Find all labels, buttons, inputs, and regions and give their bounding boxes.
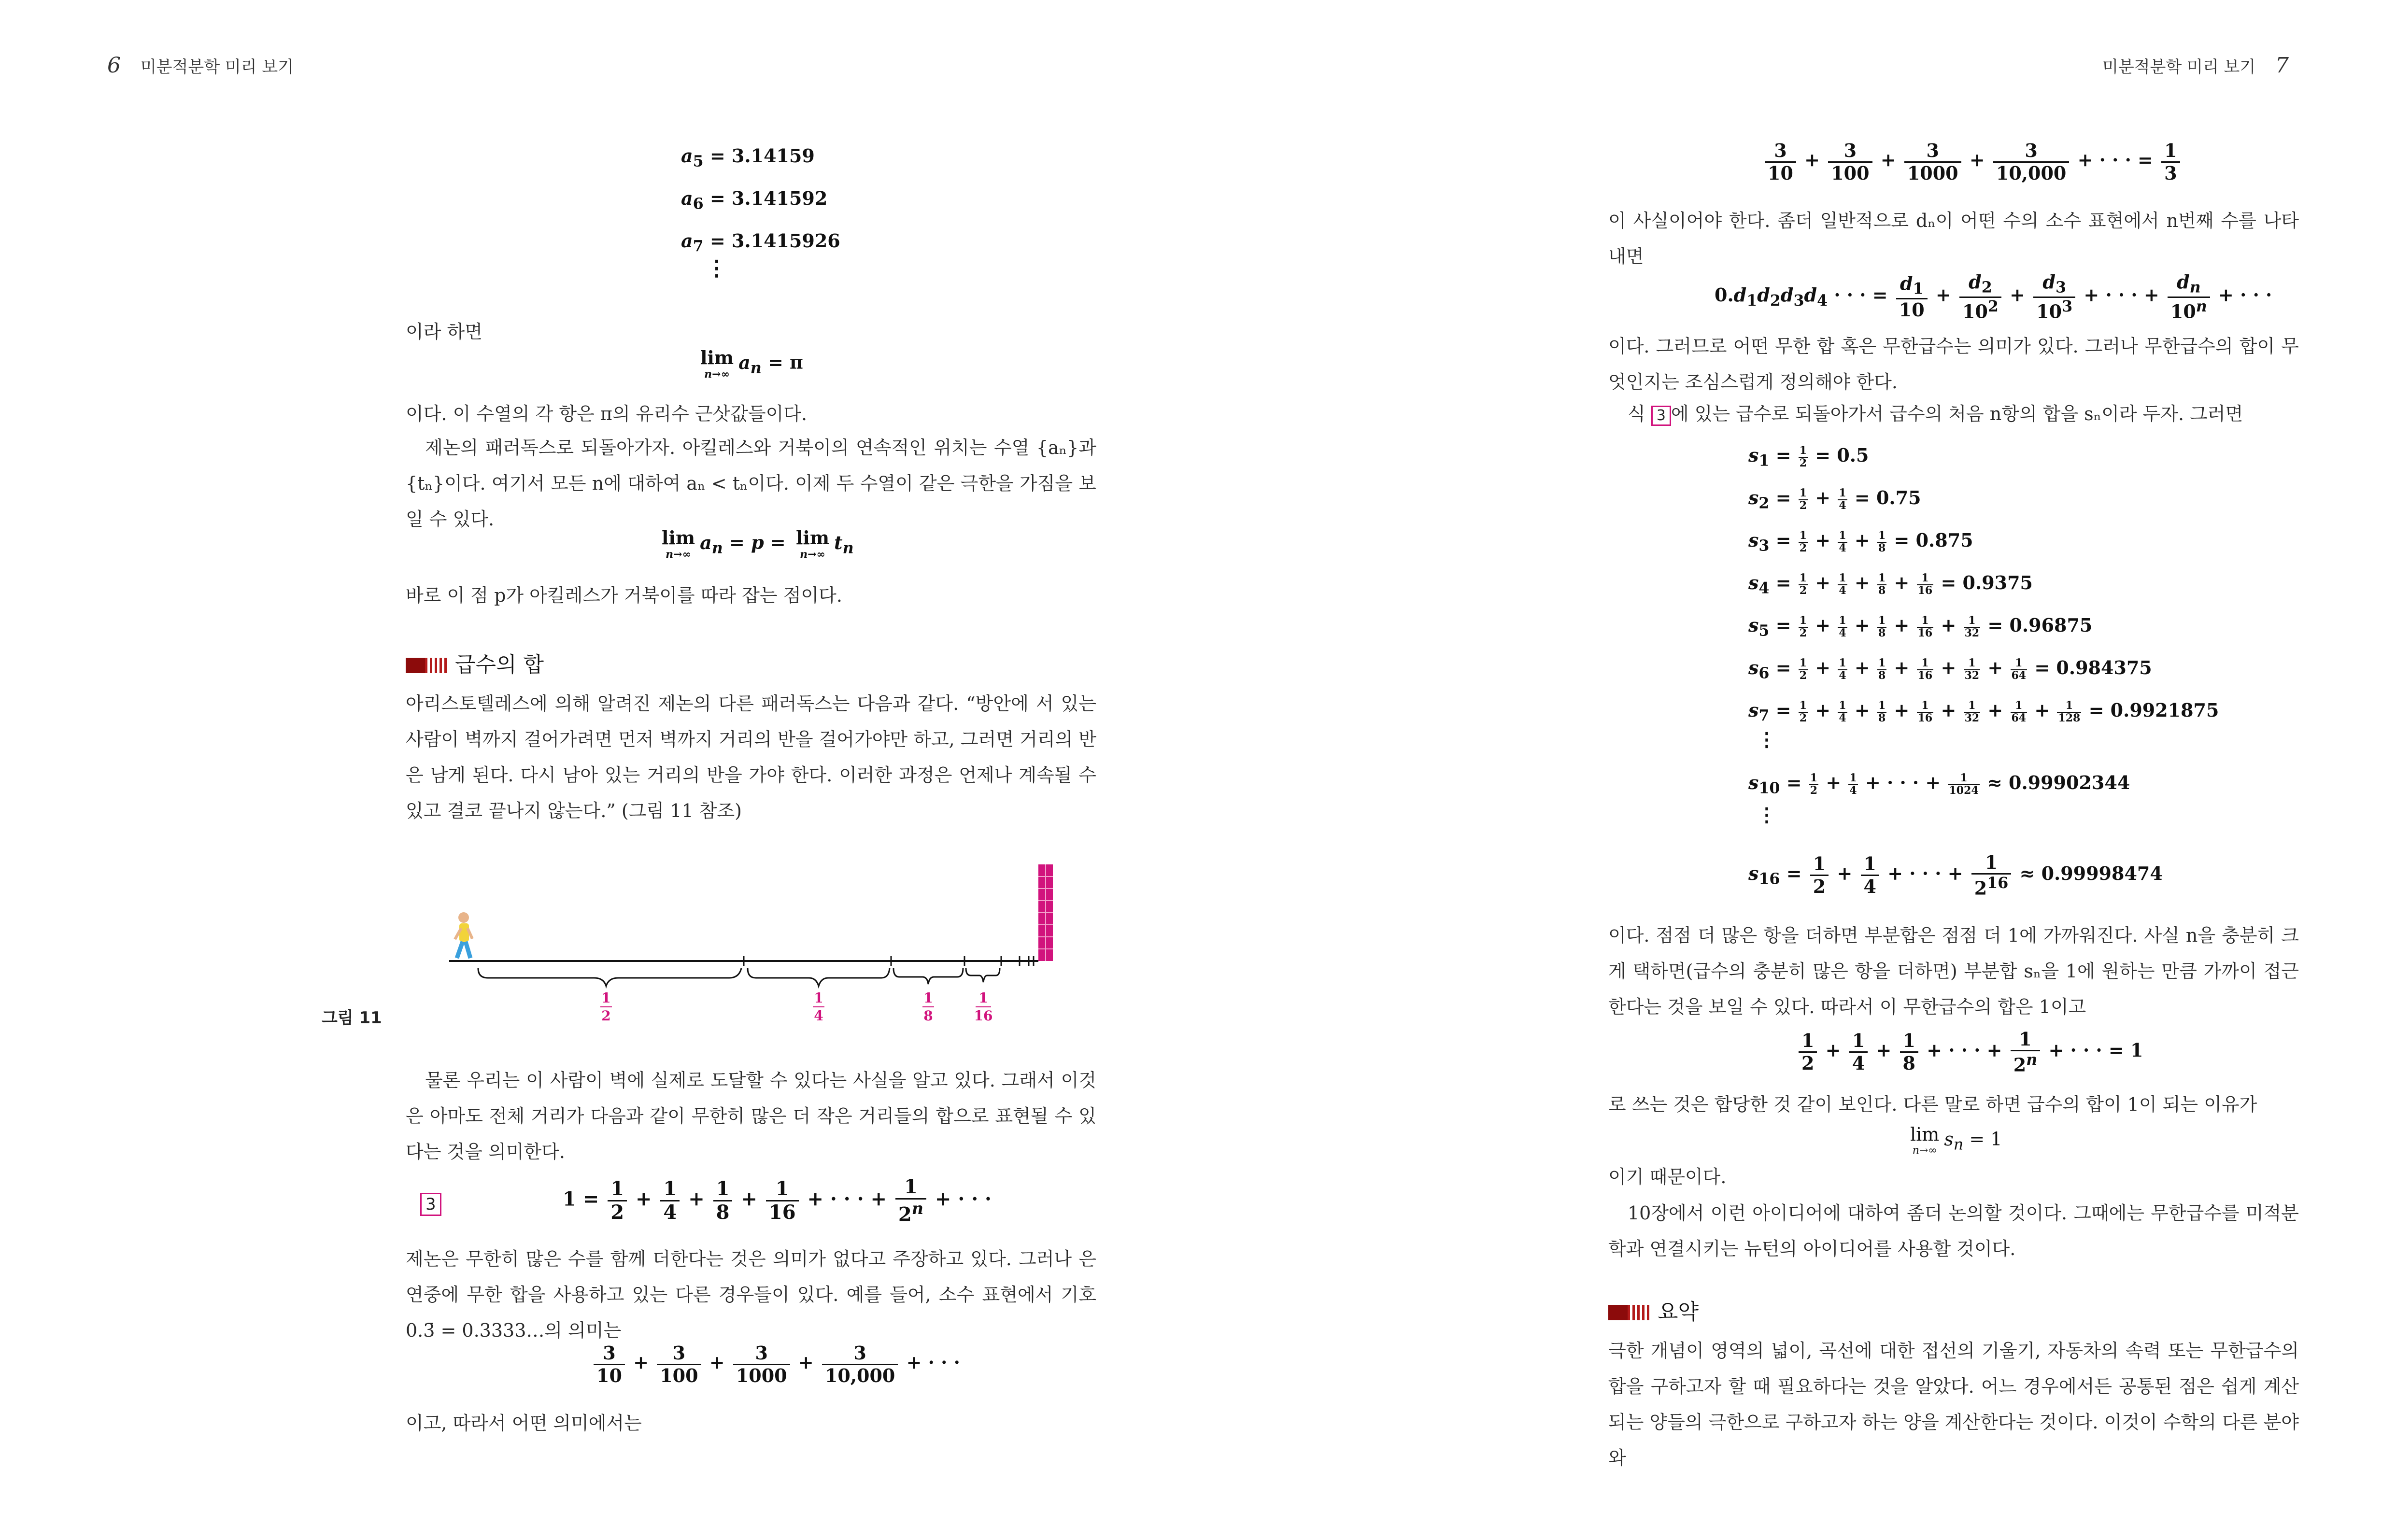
eq-lim-p: lim n→∞ $a_n = p$ = lim n→∞ $t_n$: [662, 527, 854, 561]
page-number-right: 7: [2275, 53, 2289, 78]
page-header-left: [107, 53, 294, 78]
sum-s5: $s_5$ = $\frac{1}{2}$ + $\frac{1}{4}$ + $\frac{1}{8}$ + $\frac{1}{16}$ + $\frac{1}{32}$ = 0.96875: [1748, 614, 2093, 640]
partial-sums-list: [1748, 444, 2219, 899]
running-title-right: 미분적분학 미리 보기: [2102, 57, 2256, 77]
eq-a5: $a_5 = 3.14159$: [681, 145, 815, 170]
para-reasonable: 로 쓰는 것은 합당한 것 같이 보인다. 다른 말로 하면 급수의 합이 1이 되는 이유가: [1608, 1094, 2257, 1115]
eq-decimal-equals-third: $\frac{3}{10}$ + $\frac{3}{100}$ + $\frac{3}{1000}$ + $\frac{3}{10,000}$ + · · · = $\frac{1}{3}$: [1763, 140, 2182, 184]
section-bars-icon: [1608, 1305, 1651, 1320]
svg-text:8: 8: [923, 1008, 933, 1024]
para-generally: 이 사실이어야 한다. 좀더 일반적으로 dₙ이 어떤 수의 소수 표현에서 n번째 수를 나타내면: [1608, 210, 2299, 267]
sum-s16: $s_{16}$ = $\frac{1}{2}$ + $\frac{1}{4}$ + · · · + $\frac{1}{2^{16}}$ ≈ 0.99998474: [1748, 851, 2163, 899]
svg-text:4: 4: [814, 1008, 823, 1024]
para-summary: 극한 개념이 영역의 넓이, 곡선에 대한 접선의 기울기, 자동차의 속력 또는 무한급수의 합을 구하고자 할 때 필요하다는 것을 알았다. 어느 경우에서든 공통된 점은 쉽게 계산되는 양들의 극한으로 구하고자 하는 양을 계산한다는 것이다. 이것이 수학의 다른 분야와: [1608, 1340, 2299, 1469]
para-aristotle: 아리스토텔레스에 의해 알려진 제논의 다른 패러독스는 다음과 같다. “방안에 서 있는 사람이 벽까지 걸어가려면 먼저 벽까지 거리의 반을 걸어가야만 하고, 그러면 거리의 반은 남게 된다. 다시 남아 있는 거리의 반을 가야 한다. 이러한 과정은 언제나 계속될 수 있고 결코 끝나지 않는다.” (그림 11 참조): [406, 693, 1096, 821]
frac-half-den: 2: [601, 1008, 611, 1024]
para-achilles: 제논의 패러독스로 되돌아가자. 아킬레스와 거북이의 연속적인 위치는 수열 {aₙ}과 {tₙ}이다. 여기서 모든 n에 대하여 aₙ < tₙ이다. 이제 두 수열이 같은 극한을 가짐을 보일 수 있다.: [406, 437, 1096, 530]
para-in-some-sense: 이고, 따라서 어떤 의미에서는: [406, 1413, 642, 1434]
eq-decimal-expansion: $0.d_1d_2d_3d_4$ · · · = $\frac{d_1}{10}$ + $\frac{d_2}{10^2}$ + $\frac{d_3}{10^3}$ + · · · + $\frac{d_n}{10^n}$ + · · ·: [1715, 271, 2272, 323]
eq-series-sum-one: $\frac{1}{2}$ + $\frac{1}{4}$ + $\frac{1}{8}$ + · · · + $\frac{1}{2^n}$ + · · · = 1: [1797, 1029, 2143, 1075]
eq-a7: $a_7 = 3.1415926$: [681, 230, 840, 255]
sum-s6: $s_6$ = $\frac{1}{2}$ + $\frac{1}{4}$ + $\frac{1}{8}$ + $\frac{1}{16}$ + $\frac{1}{32}$ + $\frac{1}{64}$ = 0.984375: [1748, 657, 2152, 682]
page-header-right: [2102, 53, 2289, 78]
sum-s3: $s_3$ = $\frac{1}{2}$ + $\frac{1}{4}$ + $\frac{1}{8}$ = 0.875: [1748, 529, 1973, 555]
svg-text:16: 16: [974, 1008, 993, 1024]
sum-s4: $s_4$ = $\frac{1}{2}$ + $\frac{1}{4}$ + $\frac{1}{8}$ + $\frac{1}{16}$ = 0.9375: [1748, 572, 2033, 597]
svg-text:1: 1: [978, 990, 988, 1006]
para-partial-sums: 식 3 에 있는 급수로 되돌아가서 급수의 처음 n항의 합을 sₙ이라 두자. 그러면: [1628, 396, 2299, 432]
figure-label: 그림 11: [322, 1008, 382, 1028]
para-reach-wall: 물론 우리는 이 사람이 벽에 실제로 도달할 수 있다는 사실을 알고 있다. 그래서 이것은 아마도 전체 거리가 다음과 같이 무한히 많은 더 작은 거리들의 합으로 표현될 수 있다는 것을 의미한다.: [406, 1070, 1096, 1162]
walking-person-icon: [455, 912, 472, 958]
para-approaches-one: 이다. 점점 더 많은 항을 더하면 부분합은 점점 더 1에 가까워진다. 사실 n을 충분히 크게 택하면(급수의 충분히 많은 항을 더하면) 부분합 sₙ을 1에 원하는 만큼 가까이 접근한다는 것을 보일 수 있다. 따라서 이 무한급수의 합은 1이고: [1608, 925, 2299, 1017]
frac-half-num: 1: [601, 990, 611, 1006]
svg-text:1: 1: [814, 990, 823, 1006]
text-then: 이라 하면: [406, 321, 482, 342]
vdots-s1: ⋮: [1757, 728, 1776, 751]
section-heading-summary: 요약: [1608, 1294, 1699, 1325]
para-because: 이기 때문이다.: [1608, 1166, 1727, 1187]
eq-lim-sn: lim n→∞ $s_n = 1$: [1910, 1124, 2002, 1157]
eq-a6: $a_6 = 3.141592$: [681, 187, 828, 213]
wall-icon: [1038, 864, 1053, 961]
running-title-left: 미분적분학 미리 보기: [140, 57, 294, 77]
vdots-left: ⋮: [706, 256, 727, 281]
para-chapter-10: 10장에서 이런 아이디어에 대하여 좀더 논의할 것이다. 그때에는 무한급수를 미적분학과 연결시키는 뉴턴의 아이디어를 사용할 것이다.: [1608, 1202, 2299, 1259]
equation-number-3: 3: [420, 1193, 441, 1216]
sum-s2: $s_2$ = $\frac{1}{2}$ + $\frac{1}{4}$ = 0.75: [1748, 487, 1921, 512]
sum-s7: $s_7$ = $\frac{1}{2}$ + $\frac{1}{4}$ + $\frac{1}{8}$ + $\frac{1}{16}$ + $\frac{1}{32}$ + $\frac{1}{64}$ + $\frac{1}{128}$ = 0.9921875: [1748, 699, 2219, 725]
para-meaning: 이다. 그러므로 어떤 무한 합 혹은 무한급수는 의미가 있다. 그러나 무한급수의 합이 무엇인지는 조심스럽게 정의해야 한다.: [1608, 336, 2299, 393]
eq-lim-pi: lim n→∞ $a_n = \pi$: [700, 347, 803, 381]
equation-ref-3[interactable]: 3: [1651, 406, 1671, 426]
para-catch-point: 바로 이 점 p가 아킬레스가 거북이를 따라 잡는 점이다.: [406, 585, 842, 606]
section-heading-series: 급수의 합: [406, 647, 544, 678]
para-rational: 이다. 이 수열의 각 항은 π의 유리수 근삿값들이다.: [406, 403, 808, 424]
section-bars-icon: [406, 658, 448, 673]
figure-walk-to-wall: [435, 860, 1101, 1024]
eq-decimal-series: $\frac{3}{10}$ + $\frac{3}{100}$ + $\frac{3}{1000}$ + $\frac{3}{10,000}$ + · · ·: [592, 1342, 960, 1386]
eq-series-one: 1 = $\frac{1}{2}$ + $\frac{1}{4}$ + $\frac{1}{8}$ + $\frac{1}{16}$ + · · · + $\frac{1}{2^n}$ + · · ·: [563, 1175, 992, 1226]
page-number-left: 6: [107, 53, 121, 78]
sum-s1: $s_1$ = $\frac{1}{2}$ = 0.5: [1748, 444, 1869, 470]
sum-s10: $s_{10}$ = $\frac{1}{2}$ + $\frac{1}{4}$ + · · · + $\frac{1}{1024}$ ≈ 0.99902344: [1748, 772, 2130, 797]
vdots-s2: ⋮: [1757, 804, 1776, 826]
svg-text:1: 1: [923, 990, 933, 1006]
para-zeno-claim: 제논은 무한히 많은 수를 함께 더한다는 것은 의미가 없다고 주장하고 있다. 그러나 은연중에 무한 합을 사용하고 있는 다른 경우들이 있다. 예를 들어, 소수 표현에서 기호 0.3̄ = 0.3333…의 의미는: [406, 1248, 1096, 1341]
